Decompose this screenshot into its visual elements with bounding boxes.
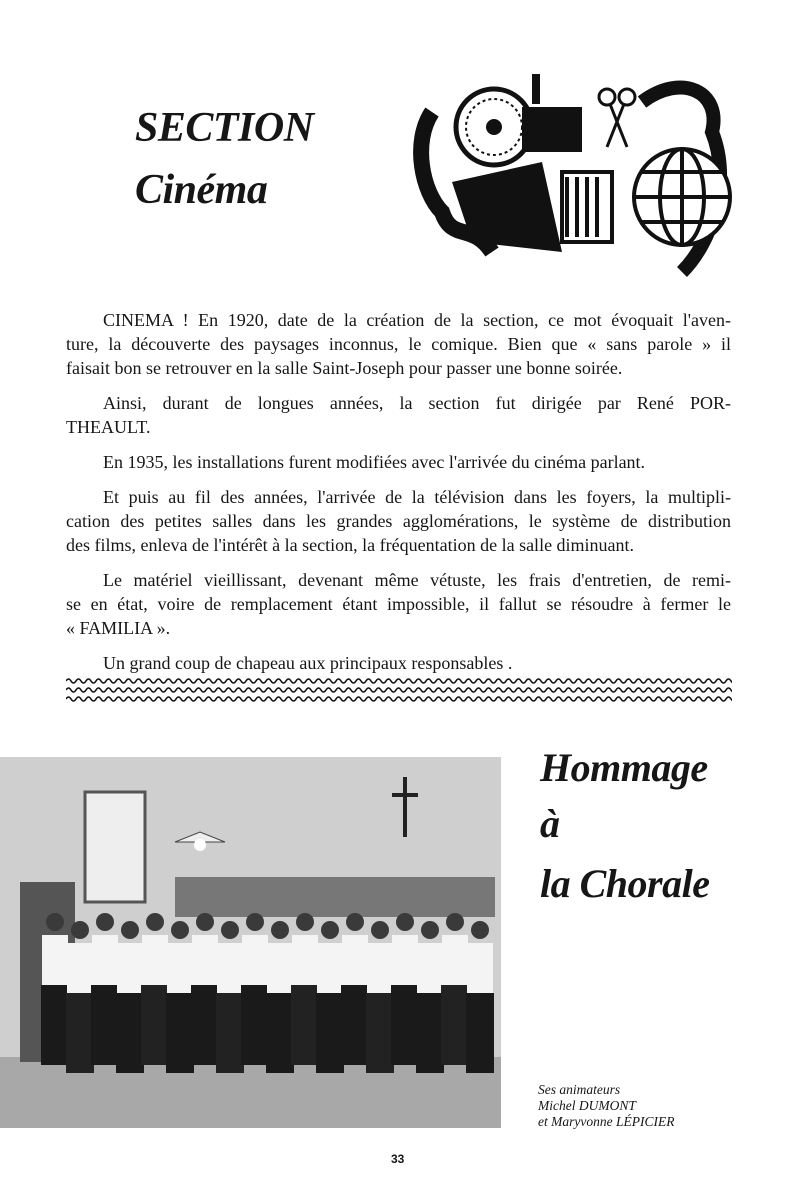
- choir-member: [141, 913, 169, 1065]
- paragraph: [66, 568, 731, 640]
- text-line: faisait bon se retrouver en la salle Saint-Joseph pour passer une bonne soirée.: [66, 358, 623, 378]
- chorale-title-line2: à: [540, 801, 560, 846]
- wave-line: [66, 697, 732, 701]
- choir-member: [116, 921, 144, 1073]
- text-line: Le matériel vieillissant, devenant même vétuste, les frais d'entretien, de remi-: [103, 570, 731, 590]
- page-number: 33: [391, 1152, 405, 1166]
- choir-member: [41, 913, 69, 1065]
- choir-member: [366, 921, 394, 1073]
- caption-line: Ses animateurs: [538, 1082, 621, 1097]
- section-subtitle: Cinéma: [135, 167, 268, 213]
- film-reel-icon: [456, 89, 532, 165]
- choir-member: [191, 913, 219, 1065]
- choir-member: [441, 913, 469, 1065]
- wave-line: [66, 688, 732, 692]
- chorale-title-line3: la Chorale: [540, 861, 710, 906]
- choir-member: [341, 913, 369, 1065]
- paragraph: [66, 450, 731, 474]
- paragraph: [66, 308, 731, 380]
- text-line: cation des petites salles dans les grandes agglomérations, le système de distribution: [66, 511, 731, 531]
- choir-member: [166, 921, 194, 1073]
- paragraph: [66, 651, 731, 675]
- paragraph: [66, 391, 731, 439]
- text-line: se en état, voire de remplacement étant impossible, il fallut se résoudre à fermer le: [66, 594, 731, 614]
- paragraph: [66, 485, 731, 557]
- text-line: des films, enleva de l'intérêt à la section, la fréquentation de la salle diminuant.: [66, 535, 635, 555]
- chorale-title-line1: Hommage: [540, 745, 708, 790]
- text-line: CINEMA ! En 1920, date de la création de la section, ce mot évoquait l'aven-: [103, 310, 731, 330]
- wave-line: [66, 679, 732, 683]
- wavy-divider: [66, 676, 732, 706]
- photo-caption: [538, 1082, 674, 1130]
- text-line: ture, la découverte des paysages inconnus, le comique. Bien que « sans parole » il: [66, 334, 731, 354]
- scissors-icon: [599, 89, 635, 147]
- text-line: THEAULT.: [66, 417, 151, 437]
- choir-member: [241, 913, 269, 1065]
- choir-member: [291, 913, 319, 1065]
- choir-member: [216, 921, 244, 1073]
- choir-member: [391, 913, 419, 1065]
- text-line: Un grand coup de chapeau aux principaux responsables .: [103, 653, 513, 673]
- section-title: SECTION: [135, 105, 314, 151]
- choir-photo: [0, 757, 501, 1128]
- choir-member: [316, 921, 344, 1073]
- choir-member: [266, 921, 294, 1073]
- choir-member: [91, 913, 119, 1065]
- text-line: « FAMILIA ».: [66, 618, 171, 638]
- choir-member: [466, 921, 494, 1073]
- globe-icon: [634, 149, 730, 245]
- text-line: Ainsi, durant de longues années, la section fut dirigée par René POR-: [103, 393, 731, 413]
- caption-line: Michel DUMONT: [538, 1098, 636, 1113]
- text-line: Et puis au fil des années, l'arrivée de la télévision dans les foyers, la multipli-: [103, 487, 731, 507]
- choir-member: [416, 921, 444, 1073]
- choir-members: [41, 913, 494, 1073]
- choir-member: [66, 921, 94, 1073]
- caption-line: et Maryvonne LÉPICIER: [538, 1114, 675, 1129]
- cinema-illustration: [412, 72, 742, 284]
- article-body: [66, 308, 731, 686]
- text-line: En 1935, les installations furent modifiées avec l'arrivée du cinéma parlant.: [103, 452, 646, 472]
